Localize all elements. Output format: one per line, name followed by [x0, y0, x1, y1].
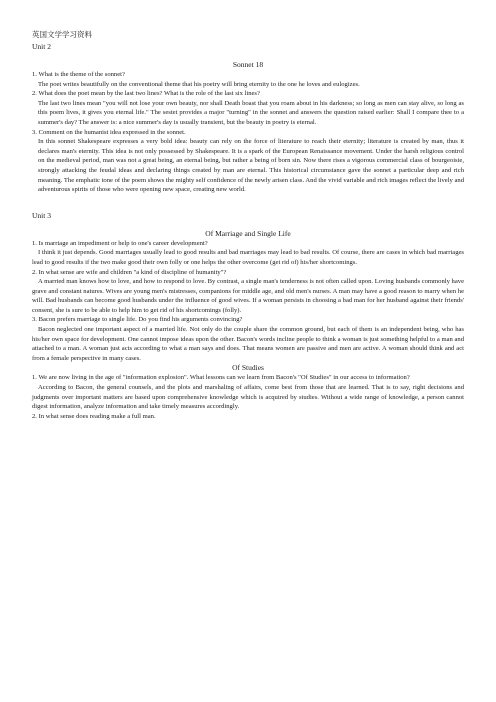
- answer: A married man knows how to love, and how to respond to love. By contrast, a single man's tenderness is not often called upon. Loving husbands commonly have grave and constant natures. Wives are young men's mistresses, companions for middle age, and old men's nurses. A man may have a good reason to marry when he will. Bad husbands can become good husbands under the influence of good wives. If a woman persists in choosing a bad man for her husband against their friends' consent, she is sure to be able to help him to get rid of his shortcomings (folly).: [32, 278, 464, 314]
- unit-3-label: Unit 3: [32, 210, 51, 220]
- question: 1. What is the theme of the sonnet?: [32, 71, 125, 78]
- answer: According to Bacon, the general counsels, and the plots and marshaling of affairs, come best from those that are learned. That is to say, right decisions and judgments over important matters are based upon comprehensive knowledge which is acquired by studies. Without a wide range of knowledge, a person cannot digest information, analyze information and take timely measures accordingly.: [32, 384, 464, 411]
- sonnet-18-title: Sonnet 18: [232, 60, 264, 69]
- question: 1. Is marriage an impediment or help to one's career development?: [32, 239, 208, 247]
- question: 2. In what sense are wife and children "a kind of discipline of humanity"?: [32, 268, 227, 276]
- studies-section-title: Of Studies: [232, 363, 264, 373]
- document-page: [32, 30, 464, 421]
- question: 2. What does the poet mean by the last two lines? What is the role of the last six lines?: [32, 90, 260, 98]
- question: 2. In what sense does reading make a full man.: [32, 412, 156, 420]
- unit-2-label: Unit 2: [32, 42, 51, 51]
- answer: In this sonnet Shakespeare expresses a very bold idea: beauty can rely on the force of literature to reach their eternity; literature is created by man, thus it declares man's eternity. This idea is not only possessed by Shakespeare. It is a spark of the European Renaissance movement. Under the harsh religious control on the medieval period, man was not a great being, an eternal being, but rather a being of born sin. Now there rises a vigorous commercial class of bourgeoisie, strongly attacking the feudal ideas and declaring things created by man are eternal. This historical circumstance gave the sonnet a particular deep and rich meaning. The emphatic tone of the poem shows the mighty self confidence of the newly arisen class. And the vivid variable and rich images reflect the lively and adventurous spirits of those who were opening new space, creating new world.: [38, 138, 464, 194]
- page-header: 英国文学学习资料: [32, 30, 92, 39]
- question: 3. Comment on the humanist idea expressed in the sonnet.: [32, 128, 186, 136]
- question: 1. We are now living in the age of "information explosion". What lessons can we learn from Bacon's "Of Studies" in our access to information?: [32, 374, 410, 382]
- answer: I think it just depends. Good marriages usually lead to good results and bad marriages may lead to bad results. Of course, there are cases in which bad marriages lead to good results if the two make good their own folly or one helps the other overcome (get rid of) his/her shortcomings.: [32, 249, 464, 266]
- answer: The poet writes beautifully on the conventional theme that his poetry will bring eternity to the one he loves and eulogizes.: [38, 80, 360, 88]
- marriage-section-title: Of Marriage and Single Life: [205, 228, 291, 238]
- question: 3. Bacon prefers marriage to single life. Do you find his arguments convincing?: [32, 316, 243, 324]
- answer: The last two lines mean "you will not lose your own beauty, nor shall Death boast that you roam about in his darkness; so long as men can stay alive, so long as this poem lives, it gives you eternal life." The sestet provides a major "turning" in the sonnet and answers the question raised earlier: Shall I compare thee to a summer's day? The answer is: a nice summer's day is usually transient, but the beauty in poetry is eternal.: [38, 99, 464, 126]
- answer: Bacon neglected one important aspect of a married life. Not only do the couple share the common ground, but each of them is an independent being, who has his/her own space for development. One cannot impose ideas upon the other. Bacon's words incline people to think a woman is just something helpful to a man and attached to a man. A woman just acts according to what a man says and does. That means women are passive and men are active. A woman should think and act from a female perspective in many cases.: [32, 326, 464, 362]
